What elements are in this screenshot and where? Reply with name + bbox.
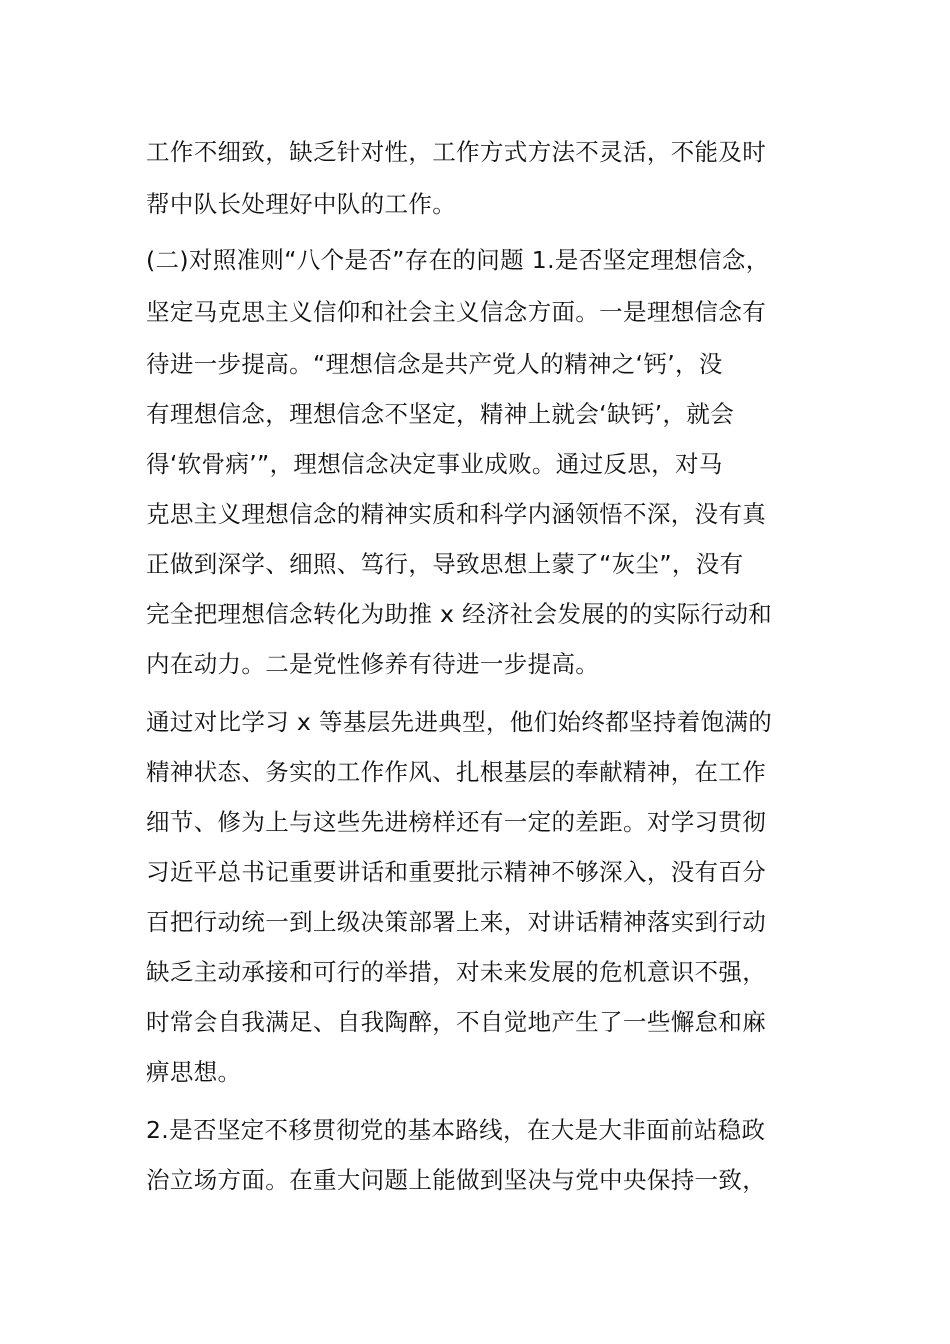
- text-line: (二)对照准则“八个是否”存在的问题 1.是否坚定理想信念，: [146, 246, 770, 274]
- text-line: 待进一步提高。“理想信念是共产党人的精神之‘钙’，没: [146, 350, 723, 378]
- text-line: 克思主义理想信念的精神实质和科学内涵领悟不深，没有真: [146, 500, 767, 528]
- text-line: 内在动力。二是党性修养有待进一步提高。: [146, 650, 600, 678]
- text-line: 有理想信念，理想信念不坚定，精神上就会‘缺钙’，就会: [146, 400, 735, 428]
- text-line: 百把行动统一到上级决策部署上来，对讲话精神落实到行动: [146, 908, 767, 936]
- text-line: 2.是否坚定不移贯彻党的基本路线，在大是大非面前站稳政: [146, 1116, 766, 1144]
- text-line: 缺乏主动承接和可行的举措，对未来发展的危机意识不强，: [146, 958, 767, 986]
- text-line: 时常会自我满足、自我陶醉，不自觉地产生了一些懈怠和麻: [146, 1008, 767, 1036]
- text-line: 正做到深学、细照、笃行，导致思想上蒙了“灰尘”，没有: [146, 550, 744, 578]
- text-line: 帮中队长处理好中队的工作。: [146, 190, 457, 218]
- text-line: 得‘软骨病’”，理想信念决定事业成败。通过反思，对马: [146, 450, 723, 478]
- text-line: 完全把理想信念转化为助推 x 经济社会发展的的实际行动和: [146, 600, 773, 628]
- text-line: 精神状态、务实的工作作风、扎根基层的奉献精神，在工作: [146, 758, 767, 786]
- text-line: 细节、修为上与这些先进榜样还有一定的差距。对学习贯彻: [146, 808, 767, 836]
- text-line: 通过对比学习 x 等基层先进典型，他们始终都坚持着饱满的: [146, 708, 773, 736]
- text-line: 工作不细致，缺乏针对性，工作方式方法不灵活，不能及时: [146, 138, 767, 166]
- text-line: 习近平总书记重要讲话和重要批示精神不够深入，没有百分: [146, 858, 767, 886]
- text-line: 痹思想。: [146, 1058, 242, 1086]
- text-line: 坚定马克思主义信仰和社会主义信念方面。一是理想信念有: [146, 298, 767, 326]
- text-line: 治立场方面。在重大问题上能做到坚决与党中央保持一致，: [146, 1166, 767, 1194]
